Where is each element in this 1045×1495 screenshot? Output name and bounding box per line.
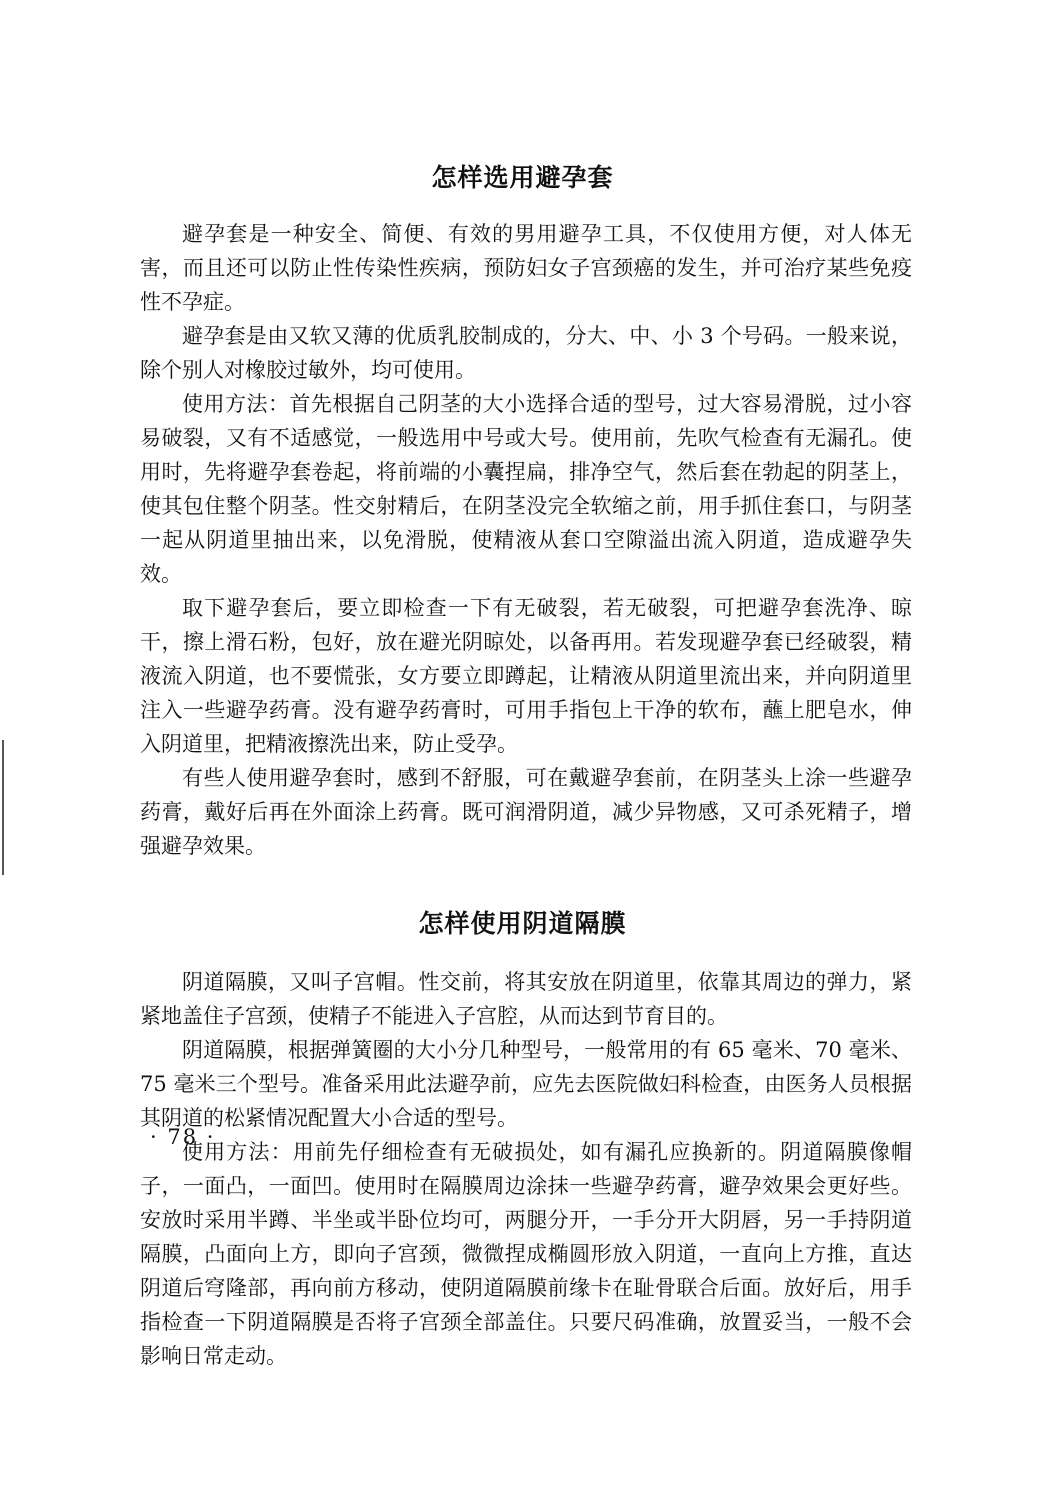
- section-title-diaphragm: 怎样使用阴道隔膜: [418, 909, 627, 938]
- page-number: · 78 ·: [150, 1125, 216, 1149]
- paragraph: 避孕套是一种安全、简便、有效的男用避孕工具，不仅使用方便，对人体无害，而且还可以防止性传染性疾病，预防妇女子宫颈癌的发生，并可治疗某些免疫性不孕症。: [140, 222, 912, 314]
- paragraph: 阴道隔膜，根据弹簧圈的大小分几种型号，一般常用的有 65 毫米、70 毫米、75 毫米三个型号。准备采用此法避孕前，应先去医院做妇科检查，由医务人员根据其阴道的松紧情况配置大小合适的型号。: [140, 1038, 912, 1130]
- paragraph: 避孕套是由又软又薄的优质乳胶制成的，分大、中、小 3 个号码。一般来说，除个别人对橡胶过敏外，均可使用。: [140, 324, 912, 382]
- paragraph: 取下避孕套后，要立即检查一下有无破裂，若无破裂，可把避孕套洗净、晾干，擦上滑石粉，包好，放在避光阴晾处，以备再用。若发现避孕套已经破裂，精液流入阴道，也不要慌张，女方要立即蹲起，让精液从阴道里流出来，并向阴道里注入一些避孕药膏。没有避孕药膏时，可用手指包上干净的软布，蘸上肥皂水，伸入阴道里，把精液擦洗出来，防止受孕。: [140, 596, 912, 756]
- paragraph: 使用方法：首先根据自己阴茎的大小选择合适的型号，过大容易滑脱，过小容易破裂，又有不适感觉，一般选用中号或大号。使用前，先吹气检查有无漏孔。使用时，先将避孕套卷起，将前端的小囊捏扁，排净空气，然后套在勃起的阴茎上，使其包住整个阴茎。性交射精后，在阴茎没完全软缩之前，用手抓住套口，与阴茎一起从阴道里抽出来，以免滑脱，使精液从套口空隙溢出流入阴道，造成避孕失效。: [140, 392, 912, 586]
- section-title-condom: 怎样选用避孕套: [431, 163, 614, 192]
- section-body-diaphragm: [140, 965, 912, 1373]
- scan-margin-line: [2, 740, 4, 875]
- paragraph: 使用方法：用前先仔细检查有无破损处，如有漏孔应换新的。阴道隔膜像帽子，一面凸，一面凹。使用时在隔膜周边涂抹一些避孕药膏，避孕效果会更好些。安放时采用半蹲、半坐或半卧位均可，两腿分开，一手分开大阴唇，另一手持阴道隔膜，凸面向上方，即向子宫颈，微微捏成椭圆形放入阴道，一直向上方推，直达阴道后穹隆部，再向前方移动，使阴道隔膜前缘卡在耻骨联合后面。放好后，用手指检查一下阴道隔膜是否将子宫颈全部盖住。只要尺码准确，放置妥当，一般不会影响日常走动。: [140, 1140, 912, 1368]
- paragraph: 有些人使用避孕套时，感到不舒服，可在戴避孕套前，在阴茎头上涂一些避孕药膏，戴好后再在外面涂上药膏。既可润滑阴道，减少异物感，又可杀死精子，增强避孕效果。: [140, 766, 912, 858]
- paragraph: 阴道隔膜，又叫子宫帽。性交前，将其安放在阴道里，依靠其周边的弹力，紧紧地盖住子宫颈，使精子不能进入子宫腔，从而达到节育目的。: [140, 970, 912, 1028]
- section-body-condom: [140, 217, 912, 863]
